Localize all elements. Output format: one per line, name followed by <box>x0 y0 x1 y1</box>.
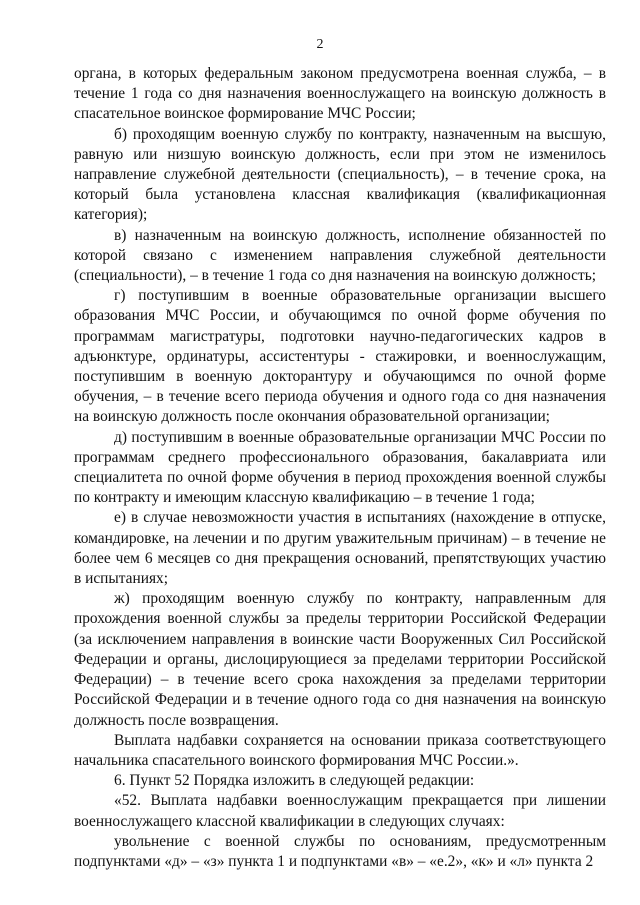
paragraph-point-6: 6. Пункт 52 Порядка изложить в следующей редакции: <box>114 772 475 790</box>
paragraph-item-e: е) в случае невозможности участия в испытаниях (нахождение в отпуске, командировке, на лечении и по другим уважительным причинам) – в течение не более чем 6 месяцев со дня прекращения оснований, препятствующих участию в испытаниях; <box>74 509 606 588</box>
paragraph-continuation: органа, в которых федеральным законом предусмотрена военная служба, – в течение 1 года со дня назначения военнослужащего на воинскую должность в спасательное воинское формирование МЧС России; <box>74 65 606 123</box>
paragraph-point-52: «52. Выплата надбавки военнослужащим прекращается при лишении военнослужащего классной квалификации в следующих случаях: <box>74 792 606 830</box>
paragraph-item-zh: ж) проходящим военную службу по контракту, направленным для прохождения военной службы за пределы территории Российской Федерации (за исключением направления в воинские части Вооруженных Сил Российской Федерации и органы, дислоцирующиеся за пределами территории Российской Федерации) – в течение всего срока нахождения за пределами территории Российской Федерации и в течение одного года со дня назначения на воинскую должность после возвращения. <box>74 590 606 729</box>
document-body <box>74 64 606 872</box>
page-number: 2 <box>316 37 324 52</box>
paragraph-item-v: в) назначенным на воинскую должность, исполнение обязанностей по которой связано с изменением направления служебной деятельности (специальности), – в течение 1 года со дня назначения на воинскую должность; <box>74 226 606 285</box>
paragraph-item-d: д) поступившим в военные образовательные организации МЧС России по программам среднего профессионального образования, бакалавриата или специалитета по очной форме обучения в период прохождения военной службы по контракту и имеющим классную квалификацию – в течение 1 года; <box>74 428 606 507</box>
paragraph-allowance-retained: Выплата надбавки сохраняется на основании приказа соответствующего начальника спасательного воинского формирования МЧС России.». <box>74 731 606 769</box>
paragraph-dismissal: увольнение с военной службы по основаниям, предусмотренным подпунктами «д» – «з» пункта 1 и подпунктами «в» – «е.2», «к» и «л» пункта 2 <box>74 832 606 870</box>
paragraph-item-b: б) проходящим военную службу по контракту, назначенным на высшую, равную или низшую воинскую должность, если при этом не изменилось направление служебной деятельности (специальность), – в течение срока, на который была установлена классная квалификация (квалификационная категория); <box>74 125 606 224</box>
paragraph-item-g: г) поступившим в военные образовательные организации высшего образования МЧС России, и обучающимся по очной форме обучения по программам магистратуры, подготовки научно-педагогических кадров в адъюнктуре, ординатуры, ассистентуры - стажировки, и военнослужащим, поступившим в военную докторантуру и обучающимся по очной форме обучения, – в течение всего периода обучения и одного года со дня назначения на воинскую должность после окончания образовательной организации; <box>74 287 606 426</box>
